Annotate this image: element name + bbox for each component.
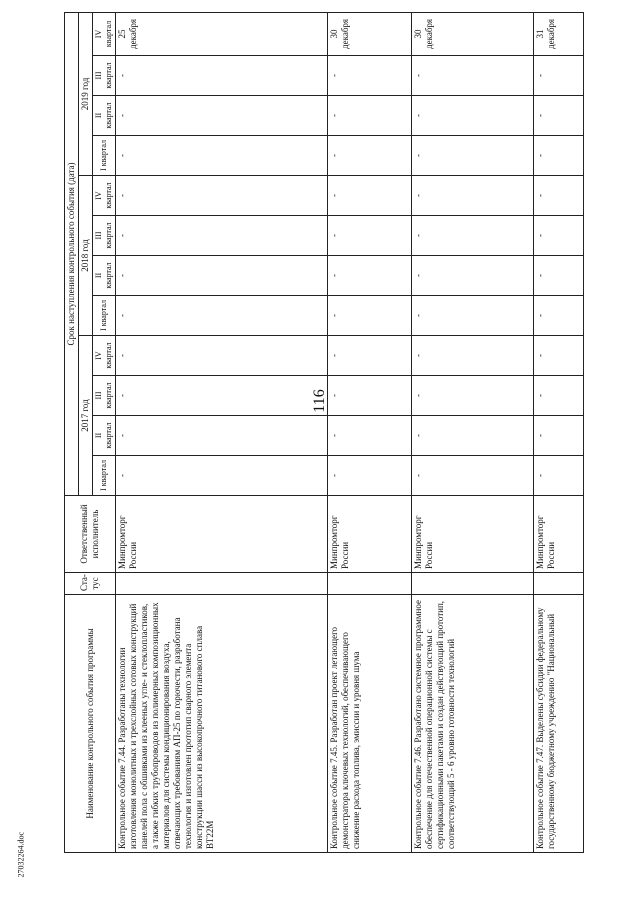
- page-number: 116: [311, 389, 328, 413]
- header-deadline: Срок наступления контрольного события (дата): [65, 12, 79, 495]
- quarter-cell: -: [412, 336, 534, 376]
- header-quarter: III квартал: [93, 216, 116, 256]
- quarter-cell: -: [328, 416, 412, 456]
- header-quarter: IV квартал: [93, 12, 116, 55]
- event-responsible: Минпромторг России: [328, 496, 412, 573]
- quarter-cell: -: [534, 256, 584, 296]
- header-quarter: IV квартал: [93, 336, 116, 376]
- table-row: [534, 12, 584, 852]
- quarter-cell: -: [412, 296, 534, 336]
- header-year: 2019 год: [79, 12, 93, 175]
- header-year: 2017 год: [79, 336, 93, 496]
- quarter-cell: -: [116, 216, 328, 256]
- quarter-cell: -: [116, 416, 328, 456]
- header-year: 2018 год: [79, 176, 93, 336]
- header-quarter: II квартал: [93, 96, 116, 136]
- event-responsible: Минпромторг России: [412, 496, 534, 573]
- quarter-cell: -: [116, 96, 328, 136]
- header-quarter: II квартал: [93, 256, 116, 296]
- header-quarter: I квартал: [93, 456, 116, 496]
- quarter-cell: -: [328, 296, 412, 336]
- document-id: 27032264.doc: [16, 831, 26, 878]
- quarter-cell: -: [534, 416, 584, 456]
- quarter-cell: -: [534, 216, 584, 256]
- quarter-cell: -: [116, 176, 328, 216]
- header-responsible: Ответственный исполнитель: [65, 496, 116, 573]
- event-status: [534, 573, 584, 595]
- table-row: [328, 12, 412, 852]
- quarter-cell: -: [412, 256, 534, 296]
- quarter-cell: -: [534, 376, 584, 416]
- quarter-cell: -: [328, 216, 412, 256]
- quarter-cell: -: [328, 456, 412, 496]
- header-quarter: IV квартал: [93, 176, 116, 216]
- quarter-cell: -: [116, 256, 328, 296]
- quarter-cell: -: [534, 136, 584, 176]
- quarter-cell: -: [412, 416, 534, 456]
- quarter-cell: -: [534, 56, 584, 96]
- quarter-cell: -: [534, 456, 584, 496]
- event-name: Контрольное событие 7.44. Разработаны технологии изготовления монолитных и трехслойных сотовых конструкций панелей пола с обшивками из клееных угле- и стеклопластиков, а также гибких трубопроводов из полимерных композиционных материалов для системы кондиционирования воздуха, отвечающих требованиям АП-25 по горючести, разработана технология и изготовлен прототип сварного элемента конструкции шасси из высокопрочного титанового сплава ВТ22М: [116, 595, 328, 853]
- event-status: [328, 573, 412, 595]
- event-responsible: Минпромторг России: [534, 496, 584, 573]
- quarter-cell: -: [328, 96, 412, 136]
- quarter-cell: -: [534, 296, 584, 336]
- control-events-table: [64, 12, 584, 853]
- event-name: Контрольное событие 7.45. Разработан проект летающего демонстратора ключевых технологий, обеспечивающего снижение расхода топлива, эмиссии и уровня шума: [328, 595, 412, 853]
- header-quarter: III квартал: [93, 56, 116, 96]
- event-name: Контрольное событие 7.47. Выделены субсидии федеральному государственному бюджетному учреждению "Национальный: [534, 595, 584, 853]
- quarter-cell-date: 30 декабря: [412, 12, 534, 55]
- quarter-cell: -: [534, 96, 584, 136]
- quarter-cell: -: [328, 56, 412, 96]
- quarter-cell: -: [328, 136, 412, 176]
- quarter-cell: -: [116, 296, 328, 336]
- header-quarter: III квартал: [93, 376, 116, 416]
- quarter-cell: -: [116, 56, 328, 96]
- header-event-name: Наименование контрольного события программы: [65, 595, 116, 853]
- quarter-cell: -: [116, 456, 328, 496]
- header-status: Ста-тус: [65, 573, 116, 595]
- header-quarter: I квартал: [93, 136, 116, 176]
- quarter-cell: -: [116, 136, 328, 176]
- quarter-cell: -: [116, 376, 328, 416]
- quarter-cell: -: [412, 376, 534, 416]
- quarter-cell: -: [412, 176, 534, 216]
- quarter-cell-date: 31 декабря: [534, 12, 584, 55]
- quarter-cell: -: [328, 176, 412, 216]
- event-name: Контрольное событие 7.46. Разработано системное программное обеспечение для отечественной операционной системы с сертификационными пакетами и создан действующий прототип, соответствующий 5 - 6 уровню готовности технологий: [412, 595, 534, 853]
- event-status: [116, 573, 328, 595]
- quarter-cell: -: [328, 376, 412, 416]
- quarter-cell: -: [534, 176, 584, 216]
- quarter-cell: -: [328, 336, 412, 376]
- quarter-cell-date: 30 декабря: [328, 12, 412, 55]
- quarter-cell: -: [412, 56, 534, 96]
- header-quarter: II квартал: [93, 416, 116, 456]
- quarter-cell: -: [412, 216, 534, 256]
- quarter-cell: -: [116, 336, 328, 376]
- event-status: [412, 573, 534, 595]
- header-quarter: I квартал: [93, 296, 116, 336]
- quarter-cell-date: 25 декабря: [116, 12, 328, 55]
- schedule-sheet: [64, 13, 606, 853]
- event-responsible: Минпромторг России: [116, 496, 328, 573]
- quarter-cell: -: [328, 256, 412, 296]
- quarter-cell: -: [412, 456, 534, 496]
- quarter-cell: -: [412, 136, 534, 176]
- quarter-cell: -: [534, 336, 584, 376]
- table-row: [412, 12, 534, 852]
- table-row: [116, 12, 328, 852]
- quarter-cell: -: [412, 96, 534, 136]
